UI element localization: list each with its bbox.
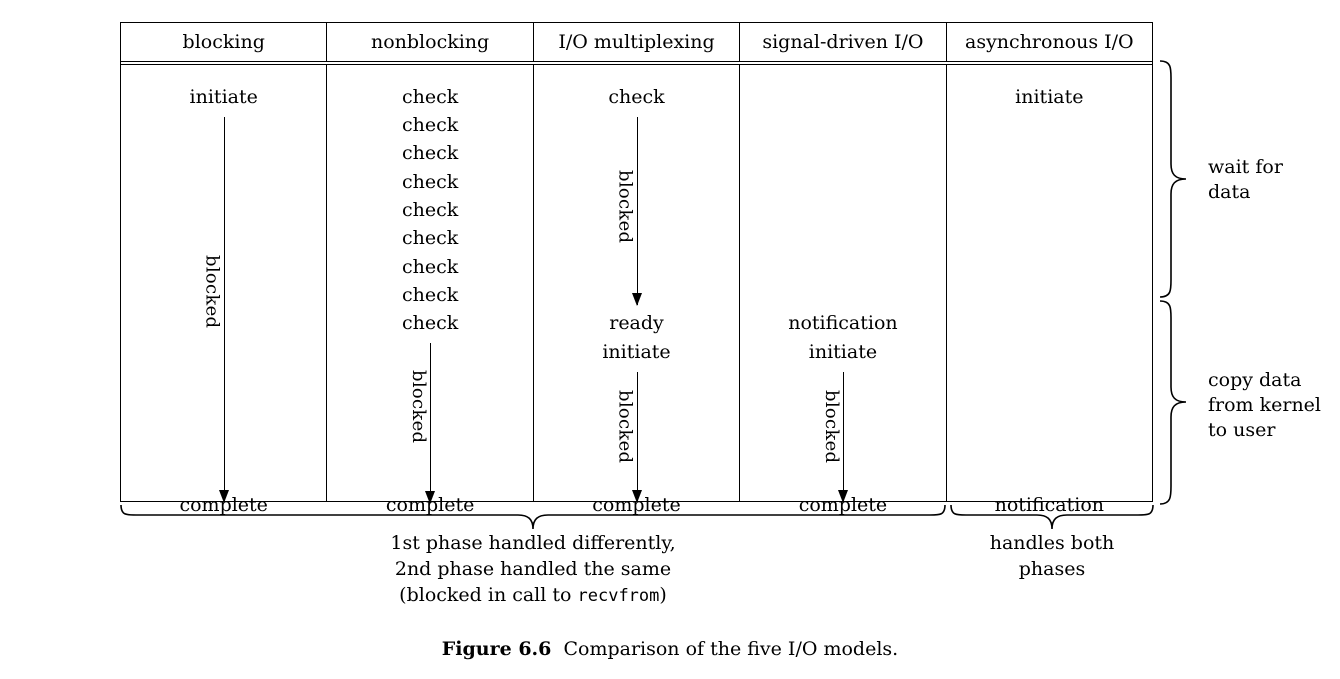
caption-line-3 — [120, 582, 946, 609]
label-wait-for-data-line1: wait for — [1208, 156, 1283, 178]
column-header-signal-driven-io: signal-driven I/O — [740, 23, 946, 61]
column-io-multiplexing — [534, 65, 740, 516]
cell-text: check — [401, 142, 459, 164]
label-copy-data — [1208, 368, 1321, 443]
column-asynchronous-io — [947, 65, 1152, 516]
brace-copy-data — [1158, 300, 1190, 505]
io-models-table — [120, 22, 1153, 516]
caption-line-3-post: ) — [659, 584, 667, 606]
label-wait-for-data — [1208, 155, 1283, 205]
caption-line-2: 2nd phase handled the same — [394, 558, 672, 580]
cell-text: complete — [179, 494, 268, 516]
label-wait-for-data-line2: data — [1208, 181, 1251, 203]
caption-async-column — [950, 530, 1154, 582]
column-header-asynchronous-io: asynchronous I/O — [965, 31, 1134, 53]
column-header-io-multiplexing: I/O multiplexing — [534, 23, 740, 61]
caption-first-four-columns — [120, 530, 946, 609]
column-blocking — [121, 65, 327, 516]
cell-text: check — [401, 312, 459, 334]
brace-wait-for-data — [1158, 60, 1190, 298]
cell-text: complete — [592, 494, 681, 516]
caption-async-line-1: handles both — [989, 532, 1115, 554]
cell-text: ready — [609, 312, 664, 334]
label-copy-data-line1: copy data — [1208, 369, 1302, 391]
arrow-label-blocked: blocked — [614, 390, 636, 464]
label-copy-data-line3: to user — [1208, 419, 1276, 441]
cell-text: check — [401, 199, 459, 221]
caption-async-line-2: phases — [1018, 558, 1086, 580]
figure-caption-text: Comparison of the five I/O models. — [563, 638, 899, 660]
arrow-blocked — [843, 372, 844, 502]
figure-caption-label: Figure 6.6 — [441, 638, 552, 660]
cell-text: notification — [994, 494, 1105, 516]
cell-text: check — [401, 114, 459, 136]
column-header-blocking: blocking — [121, 23, 327, 61]
caption-line-1: 1st phase handled differently, — [390, 532, 676, 554]
cell-text: check — [608, 86, 665, 108]
cell-text: complete — [385, 494, 475, 516]
column-header-nonblocking: nonblocking — [327, 23, 533, 61]
cell-text: initiate — [189, 86, 258, 108]
cell-text: check — [401, 86, 459, 108]
arrow-blocked — [637, 117, 638, 305]
cell-text: check — [401, 227, 459, 249]
arrow-label-blocked: blocked — [408, 370, 430, 444]
cell-text: complete — [798, 494, 888, 516]
caption-recvfrom-code: recvfrom — [577, 586, 660, 606]
arrow-blocked — [637, 372, 638, 502]
figure-caption — [0, 638, 1340, 660]
label-copy-data-line2: from kernel — [1208, 394, 1322, 416]
table-header-row — [121, 23, 1152, 61]
cell-text: initiate — [1015, 86, 1084, 108]
arrow-blocked — [224, 117, 225, 502]
table-body-row — [121, 65, 1152, 516]
column-nonblocking — [327, 65, 533, 516]
arrow-label-blocked: blocked — [820, 390, 842, 464]
cell-text: initiate — [602, 341, 671, 363]
cell-text: notification — [788, 312, 898, 334]
cell-text: check — [401, 171, 459, 193]
column-signal-driven-io — [740, 65, 946, 516]
cell-text: check — [401, 284, 459, 306]
caption-line-3-pre: (blocked in call to — [399, 584, 578, 606]
arrow-label-blocked: blocked — [201, 255, 223, 329]
cell-text: check — [401, 256, 459, 278]
arrow-blocked — [430, 343, 431, 503]
cell-text: initiate — [808, 341, 878, 363]
arrow-label-blocked: blocked — [614, 170, 636, 244]
